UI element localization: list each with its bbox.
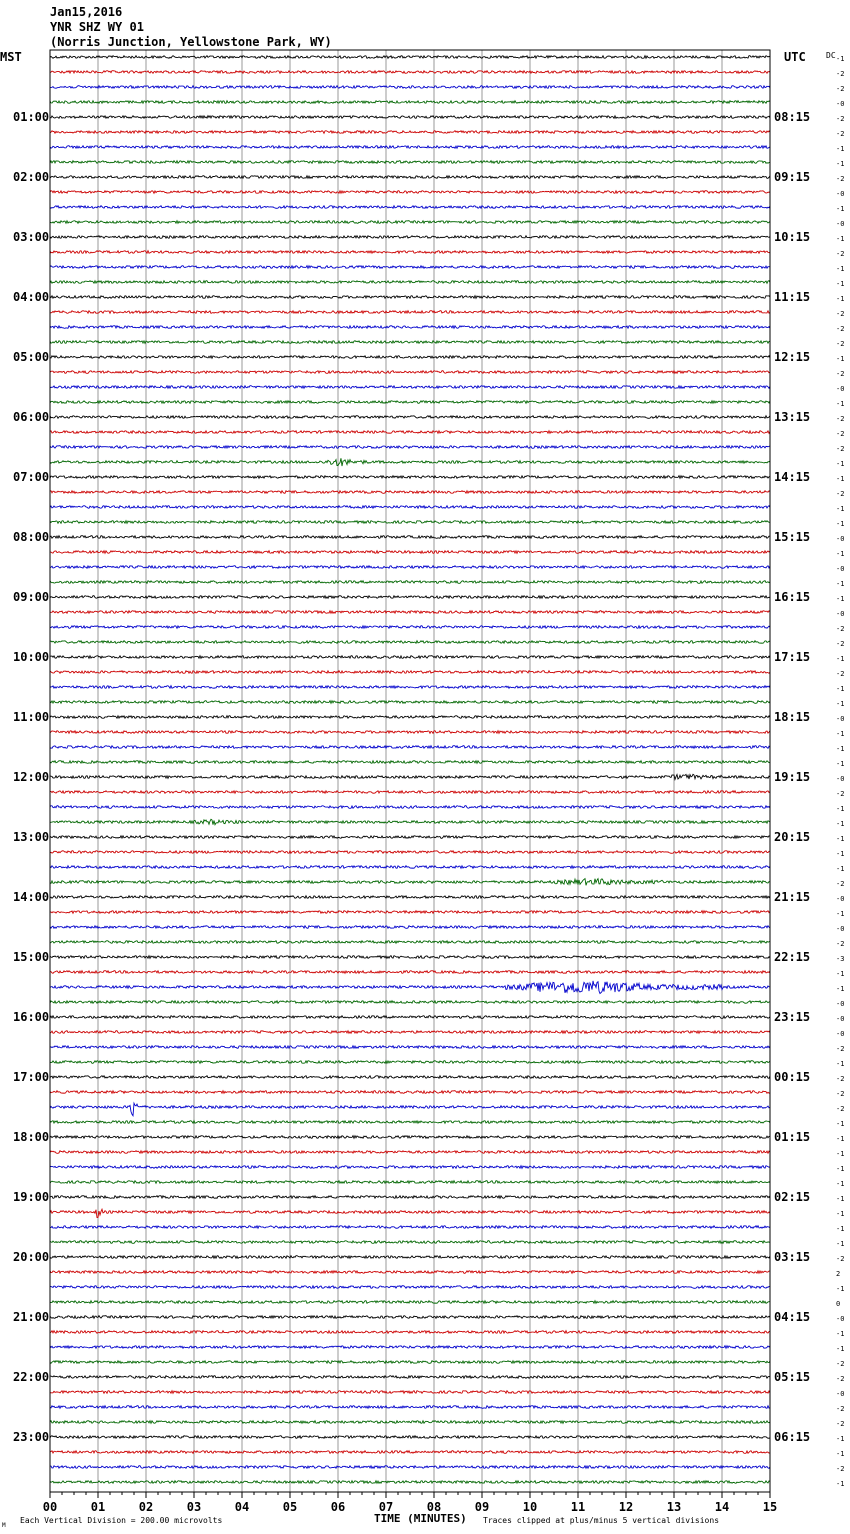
- mst-hour-label: 13:00: [13, 830, 50, 844]
- dc-offset-label: -2: [836, 625, 845, 633]
- dc-offset-label: -0: [836, 610, 845, 618]
- utc-hour-label: 16:15: [774, 590, 811, 604]
- trace-line: [50, 956, 770, 959]
- dc-offset-label: -1: [836, 1450, 845, 1458]
- trace-line: [50, 836, 770, 839]
- mst-hour-label: 10:00: [13, 650, 50, 664]
- trace-line: [50, 1316, 770, 1319]
- dc-offset-label: -0: [836, 925, 845, 933]
- trace-line: [50, 1346, 770, 1349]
- trace-line: [50, 896, 770, 899]
- utc-hour-label: 05:15: [774, 1370, 811, 1384]
- mst-hour-label: 02:00: [13, 170, 50, 184]
- trace-line: [50, 866, 770, 869]
- trace-line: [50, 521, 770, 524]
- utc-hour-label: 22:15: [774, 950, 811, 964]
- dc-offset-label: -1: [836, 760, 845, 768]
- trace-line: [50, 1103, 770, 1116]
- dc-offset-label: -0: [836, 565, 845, 573]
- dc-offset-labels: [836, 55, 844, 1488]
- dc-offset-label: -2: [836, 940, 845, 948]
- mst-hour-label: 04:00: [13, 290, 50, 304]
- mst-hour-label: 20:00: [13, 1250, 50, 1264]
- dc-offset-label: -1: [836, 970, 845, 978]
- trace-line: [50, 431, 770, 434]
- trace-line: [50, 1061, 770, 1064]
- trace-line: [50, 879, 770, 886]
- dc-offset-label: -1: [836, 235, 845, 243]
- trace-line: [50, 746, 770, 749]
- trace-line: [50, 326, 770, 329]
- dc-offset-label: -1: [836, 1240, 845, 1248]
- dc-offset-label: -0: [836, 1315, 845, 1323]
- utc-hour-label: 23:15: [774, 1010, 811, 1024]
- dc-offset-label: -1: [836, 295, 845, 303]
- dc-offset-label: -2: [836, 445, 845, 453]
- trace-line: [50, 1209, 770, 1217]
- trace-line: [50, 611, 770, 614]
- utc-hour-label: 11:15: [774, 290, 811, 304]
- dc-offset-label: -2: [836, 1360, 845, 1368]
- dc-offset-label: -1: [836, 730, 845, 738]
- dc-offset-label: -1: [836, 1165, 845, 1173]
- dc-offset-label: -1: [836, 805, 845, 813]
- dc-offset-label: -0: [836, 535, 845, 543]
- x-tick-label: 13: [666, 1500, 682, 1514]
- trace-line: [50, 536, 770, 539]
- dc-offset-label: -0: [836, 100, 845, 108]
- dc-offset-label: -2: [836, 340, 845, 348]
- trace-line: [50, 401, 770, 404]
- mst-hour-label: 23:00: [13, 1430, 50, 1444]
- trace-line: [50, 791, 770, 794]
- utc-hour-label: 20:15: [774, 830, 811, 844]
- trace-line: [50, 176, 770, 179]
- dc-offset-label: -2: [836, 85, 845, 93]
- record-date: Jan15,2016: [50, 5, 123, 19]
- dc-offset-label: -1: [836, 850, 845, 858]
- utc-hour-label: 04:15: [774, 1310, 811, 1324]
- trace-line: [50, 1001, 770, 1004]
- trace-line: [50, 596, 770, 599]
- dc-offset-label: 2: [836, 1270, 841, 1278]
- x-tick-label: 01: [90, 1500, 106, 1514]
- dc-offset-label: -1: [836, 745, 845, 753]
- dc-offset-label: -1: [836, 1060, 845, 1068]
- dc-offset-label: -2: [836, 1090, 845, 1098]
- mst-hour-label: 12:00: [13, 770, 50, 784]
- x-tick-label: 06: [330, 1500, 346, 1514]
- clip-note: Traces clipped at plus/minus 5 vertical divisions: [483, 1516, 720, 1525]
- trace-line: [50, 56, 770, 59]
- utc-hour-label: 13:15: [774, 410, 811, 424]
- trace-line: [50, 1406, 770, 1409]
- x-tick-label: 00: [42, 1500, 58, 1514]
- trace-line: [50, 116, 770, 119]
- dc-offset-label: -1: [836, 1150, 845, 1158]
- mst-hour-label: 06:00: [13, 410, 50, 424]
- trace-line: [50, 819, 770, 824]
- dc-offset-label: -0: [836, 220, 845, 228]
- trace-line: [50, 341, 770, 344]
- utc-hour-labels: [774, 110, 810, 1444]
- trace-line: [50, 1241, 770, 1244]
- trace-line: [50, 1151, 770, 1154]
- dc-offset-label: -3: [836, 955, 845, 963]
- trace-line: [50, 641, 770, 644]
- dc-offset-label: -2: [836, 1105, 845, 1113]
- dc-offset-label: -1: [836, 700, 845, 708]
- dc-offset-label: -1: [836, 910, 845, 918]
- trace-line: [50, 221, 770, 224]
- trace-line: [50, 491, 770, 494]
- trace-line: [50, 1091, 770, 1094]
- dc-offset-label: -1: [836, 595, 845, 603]
- trace-line: [50, 1016, 770, 1019]
- utc-hour-label: 12:15: [774, 350, 811, 364]
- trace-line: [50, 941, 770, 944]
- dc-offset-label: -1: [836, 520, 845, 528]
- dc-offset-label: -1: [836, 1135, 845, 1143]
- trace-line: [50, 206, 770, 209]
- trace-line: [50, 626, 770, 629]
- trace-line: [50, 1046, 770, 1049]
- trace-line: [50, 551, 770, 554]
- trace-line: [50, 386, 770, 389]
- dc-offset-label: -0: [836, 715, 845, 723]
- dc-offset-label: -1: [836, 985, 845, 993]
- dc-offset-label: -0: [836, 895, 845, 903]
- trace-line: [50, 371, 770, 374]
- right-axis-label: UTC: [784, 50, 806, 64]
- dc-offset-label: -1: [836, 865, 845, 873]
- x-tick-label: 02: [138, 1500, 154, 1514]
- dc-offset-label: -1: [836, 160, 845, 168]
- dc-offset-label: -0: [836, 1030, 845, 1038]
- trace-line: [50, 1391, 770, 1394]
- dc-offset-label: -1: [836, 580, 845, 588]
- trace-line: [50, 476, 770, 479]
- time-axis: [43, 1492, 777, 1514]
- dc-offset-label: -2: [836, 70, 845, 78]
- dc-offset-label: -2: [836, 1075, 845, 1083]
- trace-line: [50, 1421, 770, 1424]
- mst-hour-labels: [13, 110, 49, 1444]
- trace-line: [50, 1361, 770, 1364]
- x-tick-label: 03: [186, 1500, 202, 1514]
- scale-note: Each Vertical Division = 200.00 microvolts: [20, 1516, 223, 1525]
- mst-hour-label: 01:00: [13, 110, 50, 124]
- dc-offset-label: -1: [836, 475, 845, 483]
- trace-line: [50, 1286, 770, 1289]
- dc-offset-label: -1: [836, 820, 845, 828]
- dc-offset-label: -1: [836, 1285, 845, 1293]
- trace-line: [50, 416, 770, 419]
- dc-offset-label: -1: [836, 655, 845, 663]
- dc-offset-label: -1: [836, 1195, 845, 1203]
- utc-hour-label: 03:15: [774, 1250, 811, 1264]
- x-axis-title: TIME (MINUTES): [374, 1512, 467, 1525]
- mst-hour-label: 03:00: [13, 230, 50, 244]
- trace-line: [50, 1121, 770, 1124]
- trace-line: [50, 146, 770, 149]
- mst-hour-label: 16:00: [13, 1010, 50, 1024]
- trace-line: [50, 1181, 770, 1184]
- dc-offset-label: -2: [836, 670, 845, 678]
- utc-hour-label: 08:15: [774, 110, 811, 124]
- mst-hour-label: 17:00: [13, 1070, 50, 1084]
- trace-line: [50, 1271, 770, 1274]
- dc-offset-label: -1: [836, 1120, 845, 1128]
- dc-offset-label: -1: [836, 1330, 845, 1338]
- trace-line: [50, 686, 770, 689]
- trace-line: [50, 716, 770, 719]
- dc-offset-label: -1: [836, 1225, 845, 1233]
- trace-line: [50, 1226, 770, 1229]
- trace-line: [50, 761, 770, 764]
- trace-line: [50, 281, 770, 284]
- mst-hour-label: 15:00: [13, 950, 50, 964]
- dc-offset-label: -1: [836, 355, 845, 363]
- trace-line: [50, 581, 770, 584]
- dc-offset-label: -0: [836, 190, 845, 198]
- trace-line: [50, 251, 770, 254]
- trace-line: [50, 161, 770, 164]
- trace-line: [50, 926, 770, 929]
- dc-offset-label: -2: [836, 115, 845, 123]
- dc-offset-label: -2: [836, 1255, 845, 1263]
- dc-offset-label: -1: [836, 685, 845, 693]
- trace-line: [50, 1301, 770, 1304]
- dc-offset-label: -1: [836, 460, 845, 468]
- trace-line: [50, 311, 770, 314]
- trace-line: [50, 1376, 770, 1379]
- trace-line: [50, 458, 770, 466]
- trace-line: [50, 1196, 770, 1199]
- corner-mark: M: [2, 1522, 6, 1529]
- trace-line: [50, 71, 770, 74]
- dc-offset-label: -2: [836, 1465, 845, 1473]
- x-tick-label: 04: [234, 1500, 250, 1514]
- mst-hour-label: 11:00: [13, 710, 50, 724]
- mst-hour-label: 09:00: [13, 590, 50, 604]
- mst-hour-label: 05:00: [13, 350, 50, 364]
- trace-line: [50, 1031, 770, 1034]
- left-axis-label: MST: [0, 50, 22, 64]
- mst-hour-label: 14:00: [13, 890, 50, 904]
- utc-hour-label: 14:15: [774, 470, 811, 484]
- dc-offset-label: -0: [836, 385, 845, 393]
- dc-offset-label: -0: [836, 1000, 845, 1008]
- trace-line: [50, 86, 770, 89]
- trace-line: [50, 566, 770, 569]
- dc-offset-label: -2: [836, 250, 845, 258]
- dc-offset-label: -1: [836, 835, 845, 843]
- x-tick-label: 14: [714, 1500, 730, 1514]
- dc-offset-label: -2: [836, 430, 845, 438]
- trace-line: [50, 1076, 770, 1079]
- trace-line: [50, 1331, 770, 1334]
- x-tick-label: 07: [378, 1500, 394, 1514]
- trace-line: [50, 1136, 770, 1139]
- dc-offset-label: -2: [836, 415, 845, 423]
- mst-hour-label: 18:00: [13, 1130, 50, 1144]
- dc-offset-label: -2: [836, 310, 845, 318]
- trace-line: [50, 774, 770, 779]
- dc-offset-label: -1: [836, 145, 845, 153]
- dc-offset-label: -1: [836, 1345, 845, 1353]
- trace-line: [50, 1466, 770, 1469]
- mst-hour-label: 21:00: [13, 1310, 50, 1324]
- dc-offset-label: -2: [836, 640, 845, 648]
- dc-offset-label: -1: [836, 505, 845, 513]
- trace-line: [50, 101, 770, 104]
- dc-offset-label: -2: [836, 1045, 845, 1053]
- dc-offset-label: -0: [836, 1015, 845, 1023]
- station-location: (Norris Junction, Yellowstone Park, WY): [50, 35, 332, 49]
- utc-hour-label: 01:15: [774, 1130, 811, 1144]
- dc-offset-label: -2: [836, 490, 845, 498]
- trace-line: [50, 671, 770, 674]
- trace-line: [50, 1436, 770, 1439]
- utc-hour-label: 06:15: [774, 1430, 811, 1444]
- trace-line: [50, 731, 770, 734]
- x-tick-label: 11: [570, 1500, 586, 1514]
- dc-offset-label: -2: [836, 325, 845, 333]
- trace-line: [50, 1166, 770, 1169]
- trace-line: [50, 701, 770, 704]
- trace-line: [50, 236, 770, 239]
- x-tick-label: 10: [522, 1500, 538, 1514]
- mst-hour-label: 19:00: [13, 1190, 50, 1204]
- trace-line: [50, 851, 770, 854]
- utc-hour-label: 17:15: [774, 650, 811, 664]
- utc-hour-label: 09:15: [774, 170, 811, 184]
- mst-hour-label: 08:00: [13, 530, 50, 544]
- trace-line: [50, 296, 770, 299]
- trace-line: [50, 446, 770, 449]
- utc-hour-label: 02:15: [774, 1190, 811, 1204]
- dc-offset-label: -2: [836, 1375, 845, 1383]
- mst-hour-label: 22:00: [13, 1370, 50, 1384]
- utc-hour-label: 00:15: [774, 1070, 811, 1084]
- dc-offset-label: -1: [836, 265, 845, 273]
- dc-offset-label: -1: [836, 55, 845, 63]
- dc-offset-label: -0: [836, 775, 845, 783]
- dc-offset-label: -2: [836, 1405, 845, 1413]
- dc-offset-label: 0: [836, 1300, 841, 1308]
- dc-offset-label: -1: [836, 1435, 845, 1443]
- dc-offset-label: -1: [836, 1210, 845, 1218]
- dc-offset-label: -2: [836, 370, 845, 378]
- dc-offset-label: -2: [836, 880, 845, 888]
- utc-hour-label: 10:15: [774, 230, 811, 244]
- dc-offset-label: -1: [836, 1180, 845, 1188]
- seismic-traces: [50, 56, 770, 1484]
- trace-line: [50, 911, 770, 914]
- trace-line: [50, 806, 770, 809]
- x-tick-label: 05: [282, 1500, 298, 1514]
- trace-line: [50, 1451, 770, 1454]
- dc-offset-label: -1: [836, 205, 845, 213]
- dc-offset-label: -2: [836, 130, 845, 138]
- trace-line: [50, 1256, 770, 1259]
- utc-hour-label: 19:15: [774, 770, 811, 784]
- utc-hour-label: 18:15: [774, 710, 811, 724]
- dc-label: DC: [826, 51, 836, 60]
- dc-offset-label: -2: [836, 1420, 845, 1428]
- trace-line: [50, 131, 770, 134]
- dc-offset-label: -1: [836, 550, 845, 558]
- dc-offset-label: -0: [836, 1390, 845, 1398]
- trace-line: [50, 266, 770, 269]
- dc-offset-label: -1: [836, 400, 845, 408]
- trace-line: [50, 1481, 770, 1484]
- x-tick-label: 15: [762, 1500, 778, 1514]
- station-code: YNR SHZ WY 01: [50, 20, 144, 34]
- dc-offset-label: -1: [836, 280, 845, 288]
- utc-hour-label: 21:15: [774, 890, 811, 904]
- trace-line: [50, 191, 770, 194]
- trace-line: [50, 656, 770, 659]
- x-tick-label: 09: [474, 1500, 490, 1514]
- mst-hour-label: 07:00: [13, 470, 50, 484]
- dc-offset-label: -1: [836, 1480, 845, 1488]
- trace-line: [50, 981, 770, 994]
- trace-line: [50, 506, 770, 509]
- x-tick-label: 12: [618, 1500, 634, 1514]
- utc-hour-label: 15:15: [774, 530, 811, 544]
- trace-line: [50, 356, 770, 359]
- x-tick-label: 08: [426, 1500, 442, 1514]
- dc-offset-label: -2: [836, 175, 845, 183]
- dc-offset-label: -2: [836, 790, 845, 798]
- trace-line: [50, 971, 770, 974]
